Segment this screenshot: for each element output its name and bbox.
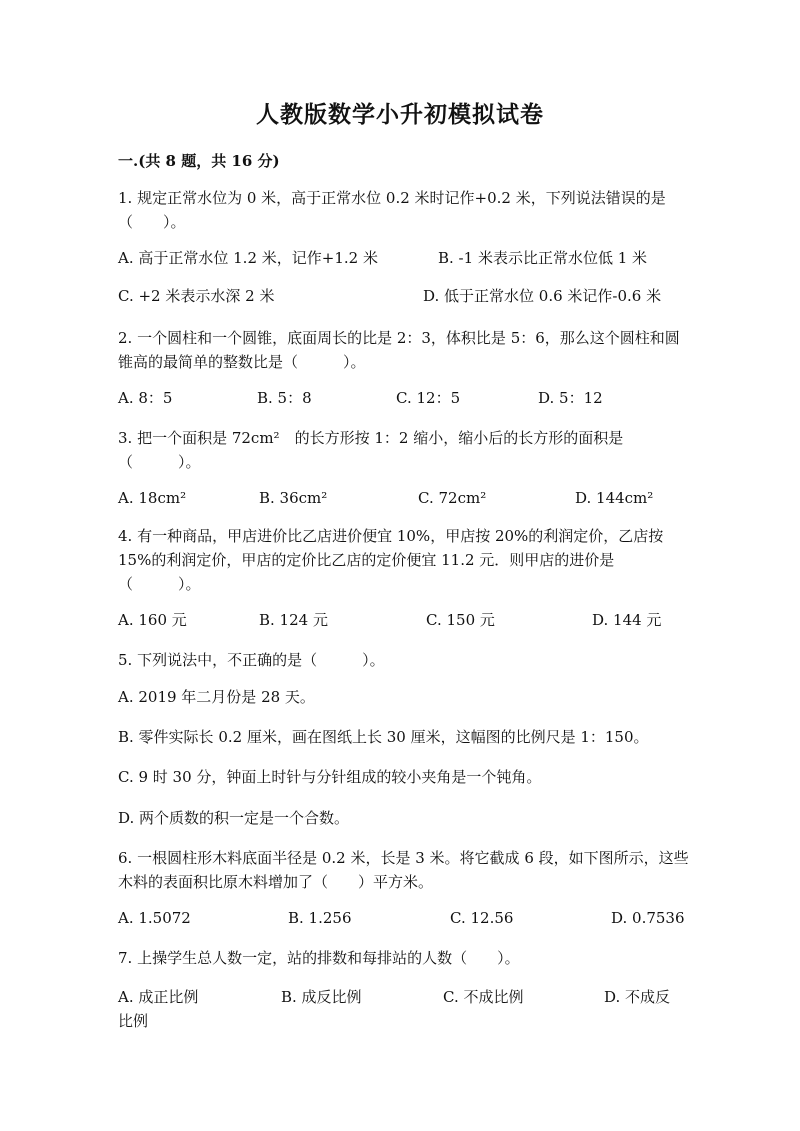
question-2-option-a[interactable]: A. 8：5 [118, 389, 173, 407]
question-7-option-c[interactable]: C. 不成比例 [443, 988, 524, 1006]
question-5-option-b[interactable]: B. 零件实际长 0.2 厘米，画在图纸上长 30 厘米，这幅图的比例尺是 1：150。 [118, 728, 649, 746]
question-4-options [118, 608, 690, 632]
question-6-option-b[interactable]: B. 1.256 [288, 909, 352, 927]
question-7-option-d-continued[interactable]: 比例 [118, 1012, 149, 1030]
question-1-options-row-1 [118, 246, 690, 270]
question-5-option-d[interactable]: D. 两个质数的积一定是一个合数。 [118, 809, 350, 827]
question-2-options [118, 386, 690, 410]
question-7-option-a[interactable]: A. 成正比例 [118, 988, 199, 1006]
question-7-option-d[interactable]: D. 不成反 [604, 988, 671, 1006]
question-6-option-a[interactable]: A. 1.5072 [118, 909, 191, 927]
question-6: 6. 一根圆柱形木料底面半径是 0.2 米，长是 3 米。将它截成 6 段，如下图所示，这些木料的表面积比原木料增加了（ ）平方米。 [118, 849, 689, 891]
question-1-option-d[interactable]: D. 低于正常水位 0.6 米记作-0.6 米 [423, 287, 662, 305]
section-heading: 一.(共 8 题，共 16 分) [118, 152, 280, 170]
question-1-option-b[interactable]: B. -1 米表示比正常水位低 1 米 [438, 249, 648, 267]
question-5: 5. 下列说法中，不正确的是（ ）。 [118, 651, 385, 669]
question-3-option-c[interactable]: C. 72cm² [418, 489, 487, 507]
question-5-option-a[interactable]: A. 2019 年二月份是 28 天。 [118, 688, 315, 706]
question-3-option-d[interactable]: D. 144cm² [575, 489, 654, 507]
question-5-option-c[interactable]: C. 9 时 30 分，钟面上时针与分针组成的较小夹角是一个钝角。 [118, 768, 542, 786]
question-4-option-b[interactable]: B. 124 元 [259, 611, 328, 629]
question-1-option-a[interactable]: A. 高于正常水位 1.2 米，记作+1.2 米 [118, 249, 378, 267]
question-4: 4. 有一种商品，甲店进价比乙店进价便宜 10%，甲店按 20%的利润定价，乙店按 15%的利润定价，甲店的定价比乙店的定价便宜 11.2 元．则甲店的进价是（ ）。 [118, 527, 664, 593]
question-1-option-c[interactable]: C. +2 米表示水深 2 米 [118, 287, 275, 305]
question-2: 2. 一个圆柱和一个圆锥，底面周长的比是 2：3，体积比是 5：6，那么这个圆柱和圆锥高的最简单的整数比是（ ）。 [118, 329, 680, 371]
question-3: 3. 把一个面积是 72cm² 的长方形按 1：2 缩小，缩小后的长方形的面积是（ ）。 [118, 429, 624, 471]
question-4-option-d[interactable]: D. 144 元 [592, 611, 662, 629]
question-6-option-c[interactable]: C. 12.56 [450, 909, 514, 927]
question-3-option-b[interactable]: B. 36cm² [259, 489, 328, 507]
question-2-option-c[interactable]: C. 12：5 [396, 389, 461, 407]
question-2-option-d[interactable]: D. 5：12 [538, 389, 603, 407]
question-4-option-a[interactable]: A. 160 元 [118, 611, 187, 629]
question-1: 1. 规定正常水位为 0 米，高于正常水位 0.2 米时记作+0.2 米，下列说法错误的是（ ）。 [118, 189, 666, 231]
question-7-options [118, 985, 690, 1033]
question-4-option-c[interactable]: C. 150 元 [426, 611, 495, 629]
question-7: 7. 上操学生总人数一定，站的排数和每排站的人数（ ）。 [118, 949, 520, 967]
question-6-option-d[interactable]: D. 0.7536 [611, 909, 685, 927]
question-2-option-b[interactable]: B. 5：8 [257, 389, 312, 407]
question-6-options [118, 906, 690, 930]
question-3-option-a[interactable]: A. 18cm² [118, 489, 187, 507]
question-7-option-b[interactable]: B. 成反比例 [281, 988, 362, 1006]
question-3-options [118, 486, 690, 510]
page-title: 人教版数学小升初模拟试卷 [256, 101, 544, 128]
question-1-options-row-2 [118, 284, 690, 308]
